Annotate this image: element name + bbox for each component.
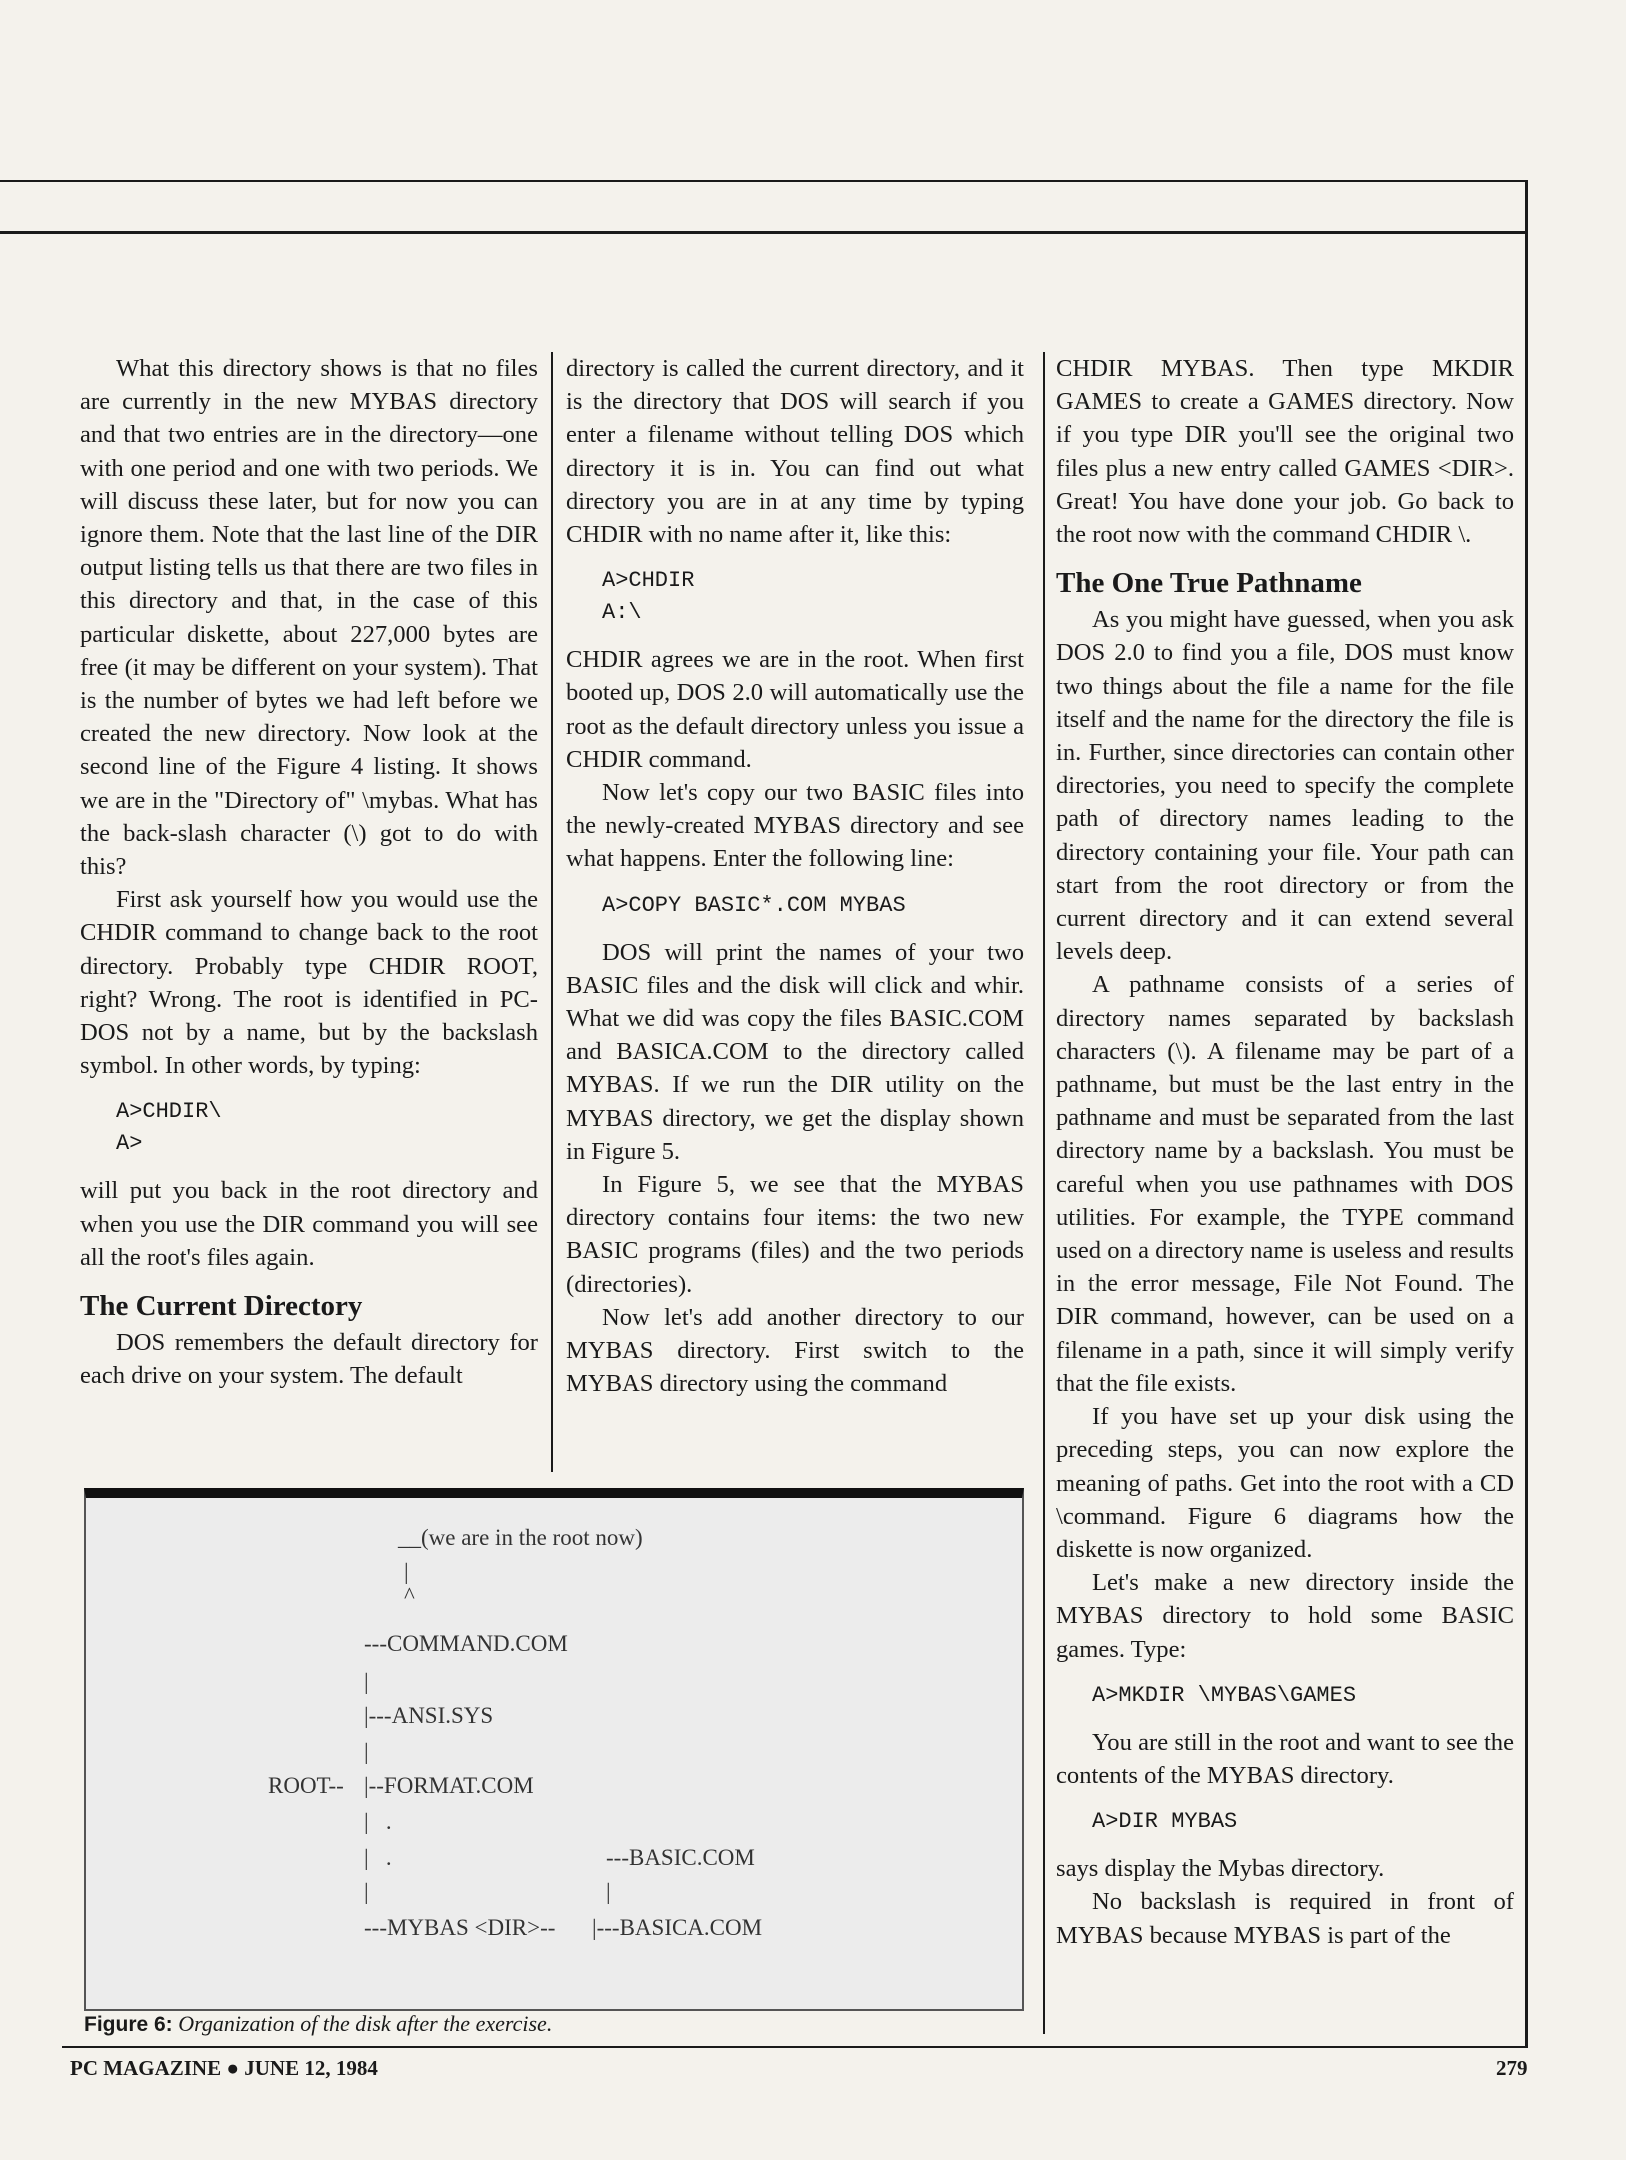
column-divider-1 xyxy=(551,352,553,1472)
paragraph: In Figure 5, we see that the MYBAS directory contains four items: the two new BASIC programs (files) and the two periods (directories). xyxy=(566,1171,1024,1298)
tree-connector: | xyxy=(364,1739,369,1764)
tree-file-basica-com: |---BASICA.COM xyxy=(592,1915,763,1940)
paragraph: directory is called the current directory, and it is the directory that DOS will search if you enter a filename without telling DOS which directory it is in. You can find out what directory you are in at any time by typing CHDIR with no name after it, like this: xyxy=(566,355,1024,549)
footer-rule xyxy=(62,2046,1528,2048)
tree-connector: | xyxy=(364,1669,369,1694)
header-rule-bottom xyxy=(0,231,1528,234)
tree-file-command-com: ---COMMAND.COM xyxy=(364,1631,568,1656)
column-1 xyxy=(80,352,538,1392)
section-heading-pathname: The One True Pathname xyxy=(1056,567,1362,600)
column-3 xyxy=(1056,352,1514,1952)
section-heading-current-directory: The Current Directory xyxy=(80,1290,363,1323)
paragraph: First ask yourself how you would use the CHDIR command to change back to the root directory. Probably type CHDIR ROOT, right? Wrong. The root is identified in PC-DOS not by a name, but by the backslash symbol. In other words, by typing: xyxy=(80,886,538,1080)
tree-root-label: ROOT-- xyxy=(268,1773,344,1798)
column-2 xyxy=(566,352,1024,1400)
right-border-rule xyxy=(1525,180,1528,2046)
paragraph: DOS remembers the default directory for each drive on your system. The default xyxy=(80,1329,538,1390)
code-example: A>CHDIR\ A> xyxy=(116,1099,222,1157)
tree-connector: | xyxy=(404,1559,409,1584)
tree-connector: | . xyxy=(364,1809,392,1834)
tree-file-ansi-sys: |---ANSI.SYS xyxy=(364,1703,494,1728)
paragraph: What this directory shows is that no files are currently in the new MYBAS directory and that two entries are in the directory—one with one period and one with two periods. We will discuss these later, but for now you can ignore them. Note that the last line of the DIR output listing tells us that there are two files in this directory and that, in the case of this particular diskette, about 227,000 bytes are free (it may be different on your system). That is the number of bytes we had left before we created the new directory. Now look at the second line of the Figure 4 listing. It shows we are in the "Directory of" \mybas. What has the back-slash character (\) got to do with this? xyxy=(80,355,538,881)
paragraph: A pathname consists of a series of directory names separated by backslash characters (\). A filename may be part of a pathname, but must be the last entry in the pathname and must be separated from the last directory name by a backslash. You must be careful when you use pathnames with DOS utilities. For example, the TYPE command used on a directory name is useless and results in the error message, File Not Found. The DIR command, however, can be used on a filename in a path, since it will simply verify that the file exists. xyxy=(1056,971,1514,1397)
root-note: __(we are in the root now) xyxy=(398,1525,643,1550)
paragraph: You are still in the root and want to see the contents of the MYBAS directory. xyxy=(1056,1728,1514,1789)
paragraph: will put you back in the root directory and when you use the DIR command you will see all the root's files again. xyxy=(80,1177,538,1271)
tree-connector: | xyxy=(606,1879,611,1904)
tree-connector: | . xyxy=(364,1845,392,1870)
paragraph: Now let's add another directory to our MYBAS directory. First switch to the MYBAS directory using the command xyxy=(566,1303,1024,1398)
tree-file-format-com: |--FORMAT.COM xyxy=(364,1773,534,1798)
code-example: A>DIR MYBAS xyxy=(1092,1809,1238,1835)
paragraph: If you have set up your disk using the preceding steps, you can now explore the meaning of paths. Get into the root with a CD \command. Figure 6 diagrams how the diskette is now organized. xyxy=(1056,1403,1514,1563)
figure-caption-text: Organization of the disk after the exercise. xyxy=(178,2011,553,2036)
paragraph: As you might have guessed, when you ask DOS 2.0 to find you a file, DOS must know two things about the file a name for the file itself and the name for the directory the file is in. Further, since directories can contain other directories, you need to specify the complete path of directory names leading to the directory containing your file. Your path can start from the root directory or from the current directory and it can extend several levels deep. xyxy=(1056,606,1514,966)
tree-file-basic-com: ---BASIC.COM xyxy=(606,1845,755,1870)
code-example: A>COPY BASIC*.COM MYBAS xyxy=(602,892,906,918)
figure-caption xyxy=(84,2010,552,2039)
paragraph: DOS will print the names of your two BASIC files and the disk will click and whir. What we did was copy the files BASIC.COM and BASICA.COM to the directory called MYBAS. If we run the DIR utility on the MYBAS directory, we get the display shown in Figure 5. xyxy=(566,938,1024,1165)
paragraph: CHDIR MYBAS. Then type MKDIR GAMES to create a GAMES directory. Now if you type DIR you'll see the original two files plus a new entry called GAMES <DIR>. Great! You have done your job. Go back to the root now with the command CHDIR \. xyxy=(1056,355,1514,549)
tree-connector: | xyxy=(364,1879,369,1904)
code-example: A>CHDIR A:\ xyxy=(602,568,695,626)
column-divider-2 xyxy=(1043,352,1045,2034)
tree-connector: ^ xyxy=(404,1583,415,1608)
figure-6-diagram xyxy=(84,1488,1024,2011)
paragraph: says display the Mybas directory. xyxy=(1056,1855,1385,1883)
paragraph: Now let's copy our two BASIC files into the newly-created MYBAS directory and see what happens. Enter the following line: xyxy=(566,779,1024,873)
paragraph: No backslash is required in front of MYBAS because MYBAS is part of the xyxy=(1056,1888,1514,1949)
tree-dir-mybas: ---MYBAS <DIR>-- xyxy=(364,1915,556,1940)
header-rule-top xyxy=(0,180,1528,182)
code-example: A>MKDIR \MYBAS\GAMES xyxy=(1092,1682,1357,1708)
paragraph: Let's make a new directory inside the MYBAS directory to hold some BASIC games. Type: xyxy=(1056,1569,1514,1663)
page-number: 279 xyxy=(1496,2056,1528,2080)
figure-caption-label: Figure 6: xyxy=(84,2013,173,2036)
footer-publication: PC MAGAZINE ● JUNE 12, 1984 xyxy=(70,2056,378,2080)
paragraph: CHDIR agrees we are in the root. When first booted up, DOS 2.0 will automatically use the root as the default directory unless you issue a CHDIR command. xyxy=(566,646,1024,773)
